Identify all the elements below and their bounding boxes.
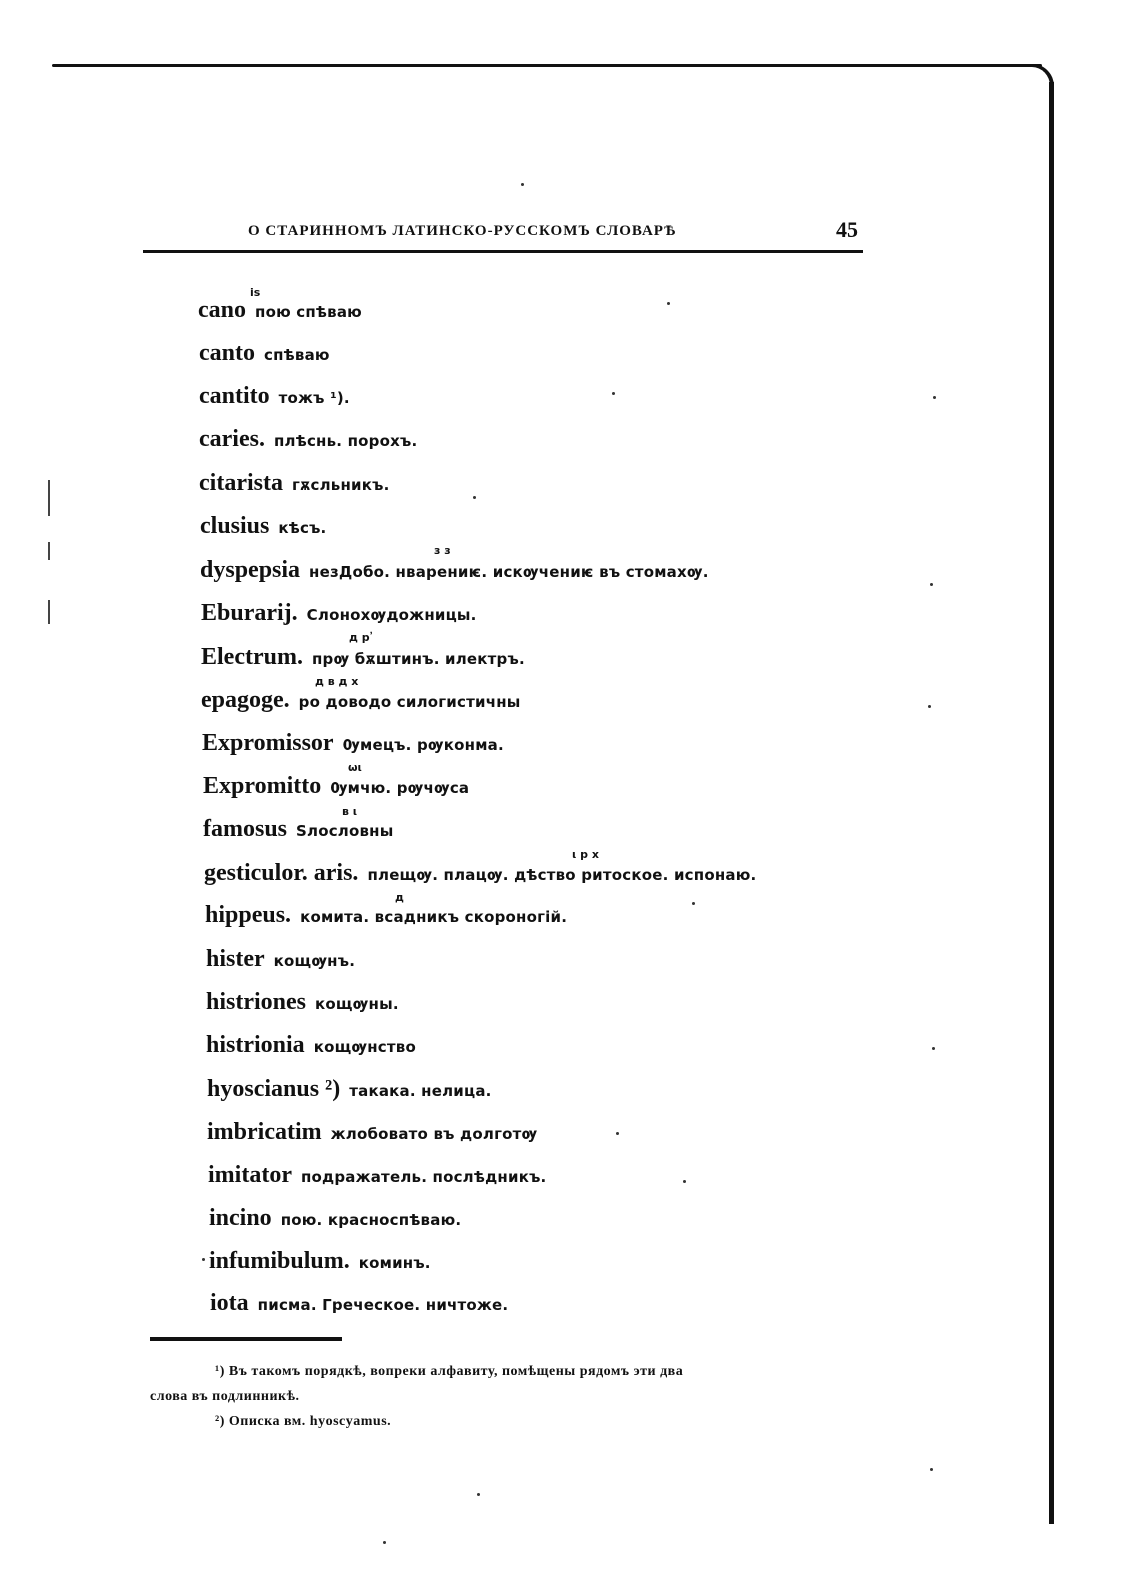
slavonic-gloss: Ѹмчю. рѹчѹса [330, 779, 470, 797]
slavonic-gloss: подражатель. послѣдникъ. [300, 1168, 547, 1186]
slavonic-gloss: незДобо. нварениѥ. искѹчениѥ въ стомахѹ. [309, 563, 709, 581]
top-border-rule [52, 64, 1042, 67]
slavonic-gloss: жлобовато въ долготѹ [330, 1125, 538, 1143]
list-item [205, 902, 567, 936]
slavonic-gloss: писма. Греческое. ничтоже. [257, 1296, 509, 1314]
latin-headword: hister [206, 946, 265, 972]
latin-headword: dyspepsia [200, 557, 301, 583]
latin-headword: histriones [206, 989, 307, 1015]
list-item [201, 687, 521, 721]
slavonic-gloss: плещѹ. плацѹ. дѣство ритоское. испонаю. [367, 866, 757, 884]
latin-headword: infumibulum. [209, 1248, 350, 1274]
slavonic-gloss: кощѹнство [313, 1038, 416, 1056]
latin-headword: hyoscianus ²) [207, 1076, 341, 1102]
latin-headword: Expromissor [202, 730, 334, 756]
slavonic-gloss: пою. красноспѣваю. [280, 1211, 462, 1229]
list-item [199, 383, 350, 417]
slavonic-gloss: Ѕлословны [296, 822, 394, 840]
left-margin-marks [48, 480, 50, 630]
entry-superscript-marks: д [395, 891, 404, 904]
list-item [199, 426, 417, 460]
footnote-2: ²) Описка вм. hyoscyamus. [215, 1414, 392, 1429]
footnote-rule [150, 1337, 342, 1341]
list-item [200, 557, 709, 591]
latin-headword: imbricatim [207, 1119, 322, 1145]
latin-headword: citarista [199, 470, 283, 496]
list-item [199, 340, 330, 374]
list-item [206, 1032, 416, 1066]
slavonic-gloss: такака. нелица. [349, 1082, 492, 1100]
entry-superscript-marks: is [250, 286, 261, 299]
slavonic-gloss: кощѹнъ. [273, 952, 356, 970]
list-item [210, 1290, 508, 1324]
slavonic-gloss: Слонохѹдожницы. [306, 606, 477, 624]
page-number: 45 [836, 217, 858, 242]
slavonic-gloss: коминъ. [358, 1254, 431, 1272]
latin-headword: gesticulor. aris. [204, 860, 359, 886]
latin-headword: Eburarij. [201, 600, 298, 626]
entry-superscript-marks: д в д x [315, 675, 359, 688]
latin-headword: incino [209, 1205, 272, 1231]
entry-superscript-marks: ι р x [572, 848, 599, 861]
list-item [209, 1248, 431, 1282]
list-item [198, 297, 362, 331]
list-item [203, 816, 394, 850]
list-item [206, 989, 399, 1023]
latin-headword: canto [199, 340, 255, 366]
list-item [202, 730, 504, 764]
slavonic-gloss: плѣснь. порохъ. [273, 432, 418, 450]
entry-superscript-marks: з з [434, 544, 451, 557]
latin-headword: cano [198, 297, 246, 323]
header-rule [143, 250, 863, 253]
list-item [207, 1119, 537, 1153]
slavonic-gloss: комита. всадникъ скороногій. [300, 908, 568, 926]
list-item [206, 946, 355, 980]
list-item [201, 644, 525, 678]
latin-headword: cantito [199, 383, 270, 409]
slavonic-gloss: кѣсъ. [278, 519, 327, 537]
footnote-1-line-2: слова въ подлинникѣ. [150, 1389, 300, 1404]
list-item [209, 1205, 461, 1239]
latin-headword: clusius [200, 513, 270, 539]
latin-headword: epagoge. [201, 687, 290, 713]
list-item [208, 1162, 546, 1196]
slavonic-gloss: гѫсльникъ. [291, 476, 390, 494]
latin-headword: histrionia [206, 1032, 305, 1058]
slavonic-gloss: пою спѣваю [255, 303, 362, 321]
list-item [207, 1076, 492, 1110]
latin-headword: iota [210, 1290, 249, 1316]
slavonic-gloss: спѣваю [264, 346, 330, 364]
list-item [203, 773, 469, 807]
right-page-edge [1049, 82, 1054, 1524]
entry-superscript-marks: ωι [348, 761, 362, 774]
list-item [199, 470, 390, 504]
entry-superscript-marks: в ι [342, 805, 358, 818]
list-item [201, 600, 477, 634]
entry-superscript-marks: д р ̓ [349, 631, 374, 644]
list-item [204, 860, 756, 894]
list-item [200, 513, 326, 547]
latin-headword: Electrum. [201, 644, 303, 670]
latin-headword: imitator [208, 1162, 292, 1188]
latin-headword: Expromitto [203, 773, 322, 799]
slavonic-gloss: ро доводо силогистичны [298, 693, 521, 711]
footnote-1-line-1: ¹) Въ такомъ порядкѣ, вопреки алфавиту, помѣщены рядомъ эти два [215, 1364, 684, 1379]
latin-headword: famosus [203, 816, 288, 842]
latin-headword: caries. [199, 426, 265, 452]
latin-headword: hippeus. [205, 902, 292, 928]
slavonic-gloss: тожъ ¹). [278, 389, 350, 407]
slavonic-gloss: кощѹны. [315, 995, 399, 1013]
slavonic-gloss: Ѹмецъ. рѹконма. [342, 736, 504, 754]
slavonic-gloss: прѹ бѫштинъ. илектръ. [311, 650, 525, 668]
running-header-title: О СТАРИННОМЪ ЛАТИНСКО-РУССКОМЪ СЛОВАРѢ [248, 223, 677, 239]
